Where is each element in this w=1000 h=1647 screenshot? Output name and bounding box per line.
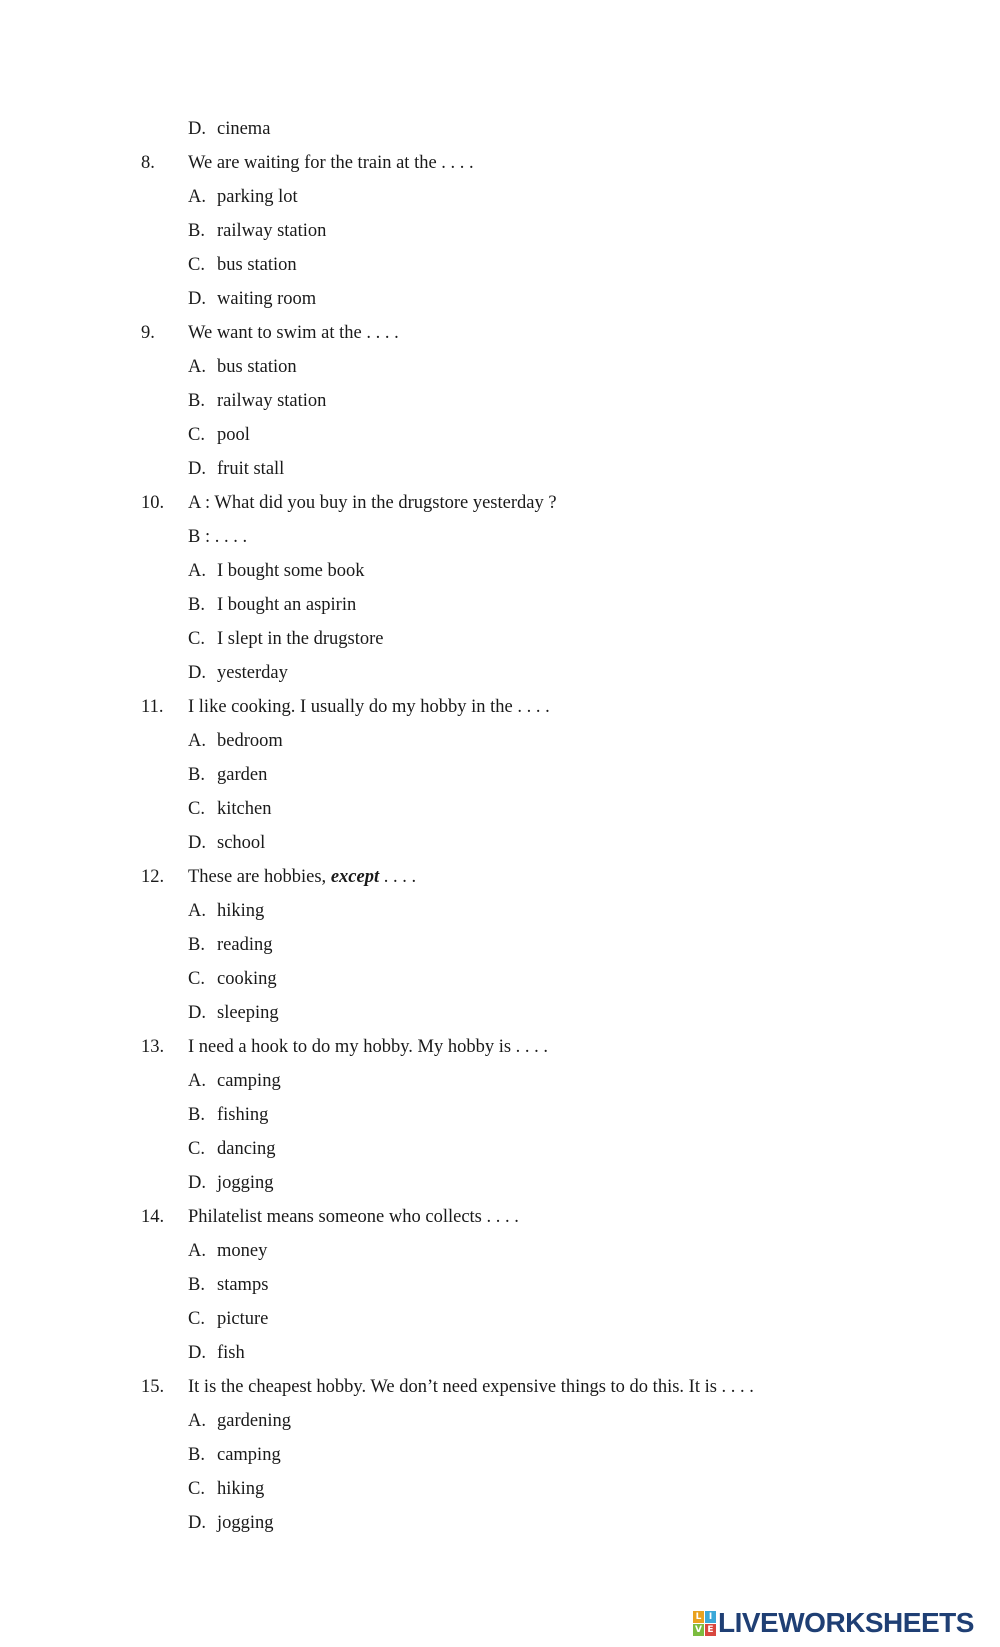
logo-tile-v: V <box>693 1624 704 1636</box>
answer-option[interactable] <box>0 554 1000 588</box>
answer-option[interactable] <box>0 724 1000 758</box>
question-text: It is the cheapest hobby. We don’t need expensive things to do this. It is . . . . <box>188 1377 754 1397</box>
option-text: fishing <box>217 1105 269 1125</box>
option-letter: C. <box>188 799 205 819</box>
option-text: kitchen <box>217 799 272 819</box>
answer-option[interactable] <box>0 792 1000 826</box>
option-text: garden <box>217 765 268 785</box>
option-text: railway station <box>217 391 327 411</box>
answer-option[interactable] <box>0 180 1000 214</box>
answer-option[interactable] <box>0 1472 1000 1506</box>
answer-option[interactable] <box>0 418 1000 452</box>
answer-option[interactable] <box>0 826 1000 860</box>
answer-option[interactable] <box>0 282 1000 316</box>
option-text: jogging <box>217 1173 274 1193</box>
option-text: I bought some book <box>217 561 365 581</box>
question-text: I need a hook to do my hobby. My hobby is . . . . <box>188 1037 549 1057</box>
answer-option[interactable] <box>0 1234 1000 1268</box>
question-10 <box>0 486 1000 520</box>
answer-option[interactable] <box>0 656 1000 690</box>
option-text: bedroom <box>217 731 283 751</box>
question-number: 9. <box>141 323 155 343</box>
option-letter: B. <box>188 391 205 411</box>
answer-option[interactable] <box>0 1098 1000 1132</box>
question-number: 15. <box>141 1377 165 1397</box>
question-9 <box>0 316 1000 350</box>
option-text: fish <box>217 1343 245 1363</box>
answer-option[interactable] <box>0 928 1000 962</box>
option-letter: D. <box>188 1003 206 1023</box>
question-text-reply: B : . . . . <box>188 527 248 547</box>
answer-option[interactable] <box>0 1438 1000 1472</box>
option-letter: A. <box>188 1411 206 1431</box>
option-text: reading <box>217 935 273 955</box>
option-text: cooking <box>217 969 277 989</box>
option-text: hiking <box>217 1479 265 1499</box>
option-text: hiking <box>217 901 265 921</box>
answer-option[interactable] <box>0 350 1000 384</box>
option-text: fruit stall <box>217 459 285 479</box>
answer-option[interactable] <box>0 588 1000 622</box>
option-text: railway station <box>217 221 327 241</box>
option-letter: A. <box>188 1071 206 1091</box>
answer-option[interactable] <box>0 1302 1000 1336</box>
answer-option[interactable] <box>0 1132 1000 1166</box>
question-text: Philatelist means someone who collects . . . . <box>188 1207 519 1227</box>
option-letter: B. <box>188 765 205 785</box>
option-text: bus station <box>217 255 297 275</box>
option-letter: C. <box>188 1309 205 1329</box>
question-text: I like cooking. I usually do my hobby in the . . . . <box>188 697 550 717</box>
option-letter: D. <box>188 289 206 309</box>
question-10-reply <box>0 520 1000 554</box>
option-text: pool <box>217 425 250 445</box>
option-letter: A. <box>188 357 206 377</box>
option-letter: B. <box>188 935 205 955</box>
liveworksheets-logo <box>693 1608 974 1638</box>
question-13 <box>0 1030 1000 1064</box>
option-text: waiting room <box>217 289 317 309</box>
option-letter: D. <box>188 663 206 683</box>
option-text: bus station <box>217 357 297 377</box>
question-text <box>188 860 416 894</box>
answer-option[interactable] <box>0 622 1000 656</box>
option-text: sleeping <box>217 1003 279 1023</box>
option-letter: D. <box>188 1173 206 1193</box>
question-12 <box>0 860 1000 894</box>
option-text: gardening <box>217 1411 291 1431</box>
option-letter: D. <box>188 459 206 479</box>
question-text: We want to swim at the . . . . <box>188 323 399 343</box>
option-text: camping <box>217 1071 281 1091</box>
logo-tile-e: E <box>705 1624 716 1636</box>
option-letter: C. <box>188 1479 205 1499</box>
option-text: parking lot <box>217 187 298 207</box>
option-letter: D. <box>188 833 206 853</box>
option-text: dancing <box>217 1139 276 1159</box>
option-letter: A. <box>188 1241 206 1261</box>
question-emphasis-word: except <box>330 867 380 887</box>
option-letter: A. <box>188 901 206 921</box>
answer-option[interactable] <box>0 1336 1000 1370</box>
question-text: We are waiting for the train at the . . . . <box>188 153 474 173</box>
question-11 <box>0 690 1000 724</box>
question-number: 10. <box>141 493 165 513</box>
logo-tile-l: L <box>693 1611 704 1623</box>
answer-option[interactable] <box>0 1166 1000 1200</box>
answer-option[interactable] <box>0 1268 1000 1302</box>
option-text: jogging <box>217 1513 274 1533</box>
option-letter: D. <box>188 119 206 139</box>
answer-option[interactable] <box>0 112 1000 146</box>
option-text: money <box>217 1241 268 1261</box>
answer-option[interactable] <box>0 214 1000 248</box>
option-text: I bought an aspirin <box>217 595 357 615</box>
option-letter: C. <box>188 1139 205 1159</box>
option-letter: D. <box>188 1513 206 1533</box>
question-number: 14. <box>141 1207 165 1227</box>
logo-wordmark: LIVEWORKSHEETS <box>718 1607 974 1638</box>
answer-option[interactable] <box>0 1064 1000 1098</box>
question-text-end: . . . . <box>379 867 417 887</box>
option-letter: A. <box>188 561 206 581</box>
question-14 <box>0 1200 1000 1234</box>
option-letter: C. <box>188 969 205 989</box>
option-text: yesterday <box>217 663 288 683</box>
question-text-start: These are hobbies, <box>188 867 331 887</box>
option-text: I slept in the drugstore <box>217 629 384 649</box>
question-number: 13. <box>141 1037 165 1057</box>
answer-option[interactable] <box>0 894 1000 928</box>
option-letter: C. <box>188 629 205 649</box>
answer-option[interactable] <box>0 996 1000 1030</box>
option-text: school <box>217 833 266 853</box>
option-text: picture <box>217 1309 269 1329</box>
question-15 <box>0 1370 1000 1404</box>
answer-option[interactable] <box>0 962 1000 996</box>
option-letter: B. <box>188 595 205 615</box>
option-letter: A. <box>188 187 206 207</box>
option-letter: B. <box>188 1105 205 1125</box>
option-letter: B. <box>188 1275 205 1295</box>
logo-tile-i: I <box>705 1611 716 1623</box>
option-letter: D. <box>188 1343 206 1363</box>
question-number: 12. <box>141 867 165 887</box>
question-number: 11. <box>141 697 164 717</box>
option-letter: C. <box>188 255 205 275</box>
option-letter: B. <box>188 221 205 241</box>
option-text: stamps <box>217 1275 269 1295</box>
answer-option[interactable] <box>0 1404 1000 1438</box>
question-text: A : What did you buy in the drugstore yesterday ? <box>188 493 557 513</box>
answer-option[interactable] <box>0 248 1000 282</box>
answer-option[interactable] <box>0 452 1000 486</box>
option-text: cinema <box>217 119 271 139</box>
question-number: 8. <box>141 153 155 173</box>
logo-tiles-icon <box>693 1611 715 1635</box>
question-8 <box>0 146 1000 180</box>
option-text: camping <box>217 1445 281 1465</box>
answer-option[interactable] <box>0 758 1000 792</box>
option-letter: A. <box>188 731 206 751</box>
answer-option[interactable] <box>0 1506 1000 1540</box>
option-letter: B. <box>188 1445 205 1465</box>
answer-option[interactable] <box>0 384 1000 418</box>
option-letter: C. <box>188 425 205 445</box>
